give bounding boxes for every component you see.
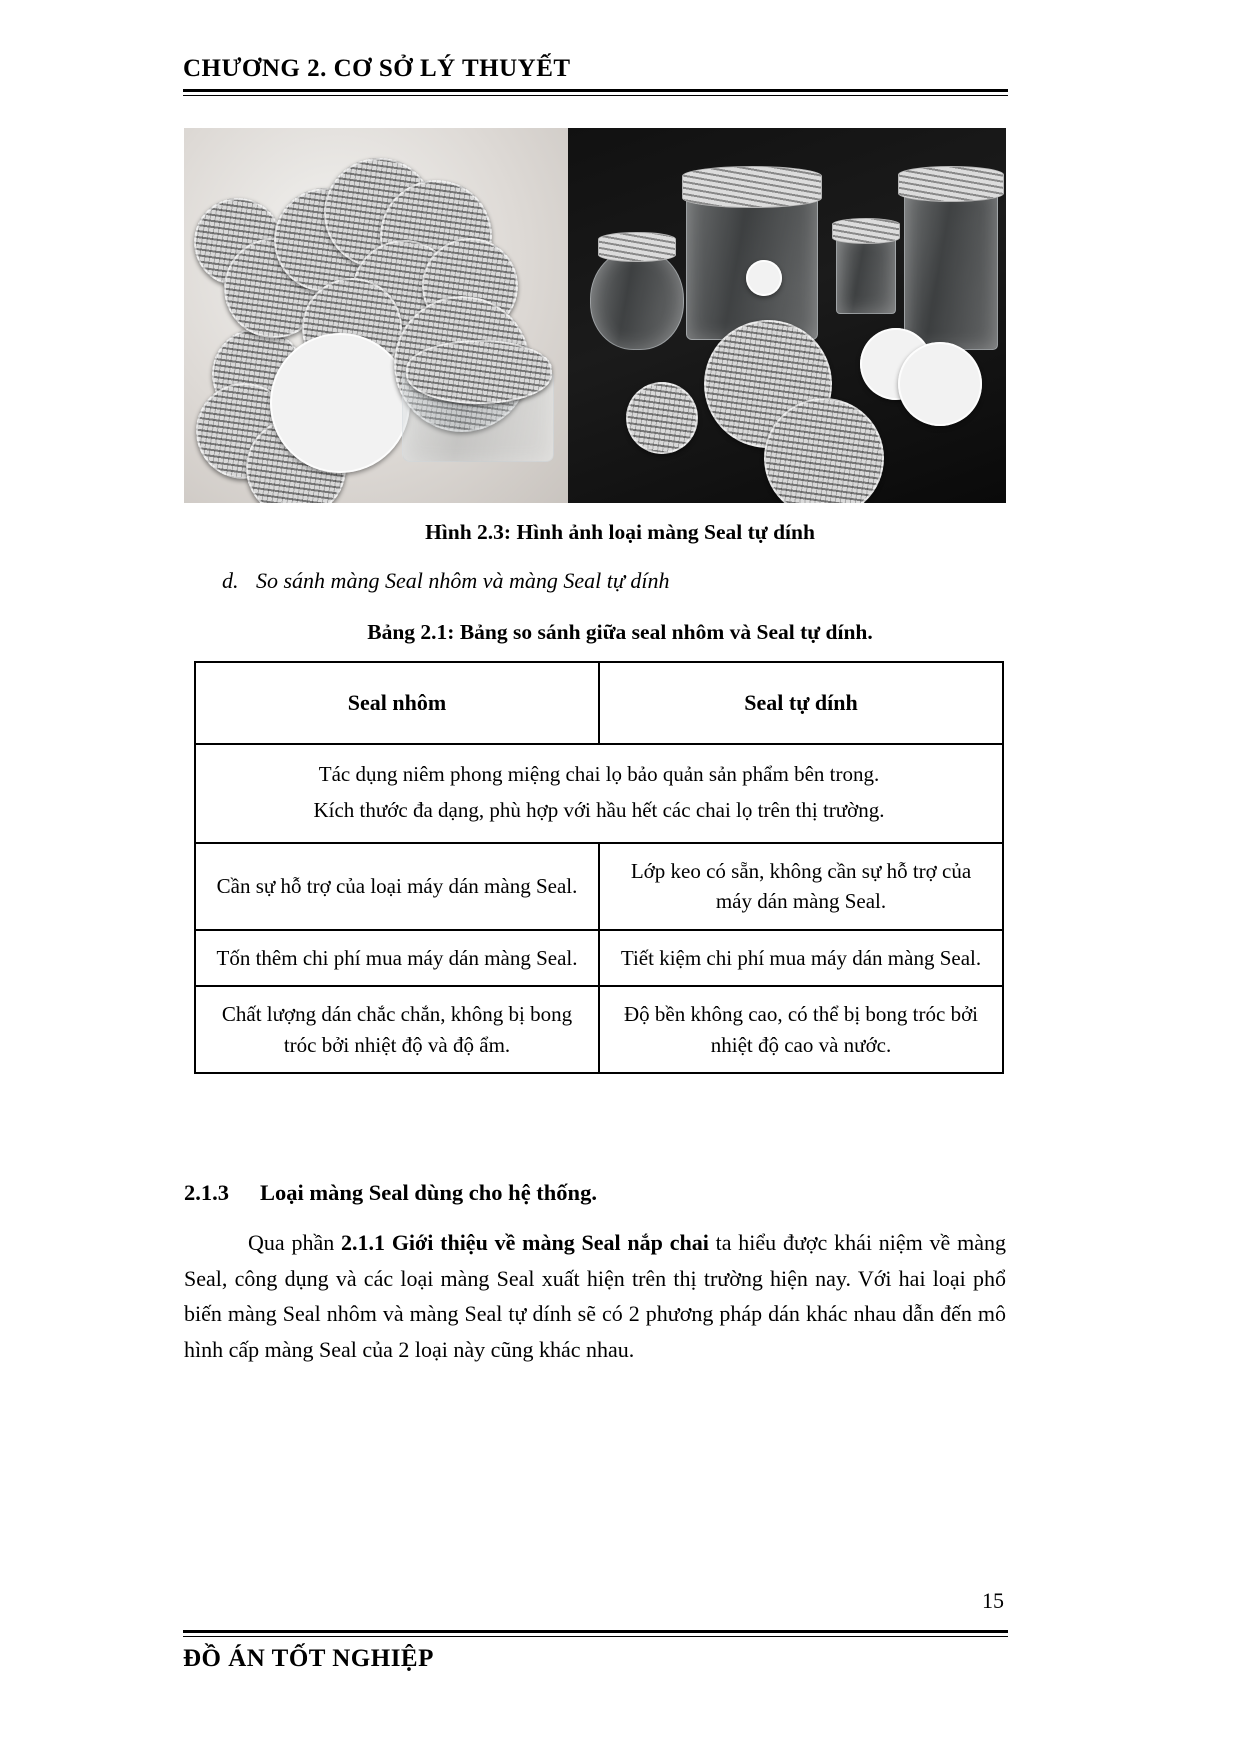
- comparison-table: [194, 661, 1004, 1074]
- figure-2-3: [184, 128, 1006, 503]
- footer-title: ĐỒ ÁN TỐT NGHIỆP: [183, 1645, 434, 1672]
- paragraph-part-2: ta hiểu được khái niệm về màng Seal, công dụng và các loại màng Seal xuất hiện trên thị trường hiện nay. Với hai loại phổ biến màng Seal nhôm và màng Seal tự dính sẽ có 2 phương pháp dán khác nhau dẫn đến mô hình cấp màng Seal của 2 loại này cũng khác nhau.: [184, 1230, 1006, 1362]
- item-label: So sánh màng Seal nhôm và màng Seal tự dính: [256, 568, 670, 593]
- page-number: 15: [982, 1588, 1004, 1613]
- table-row: [195, 843, 1003, 930]
- section-heading: [184, 1180, 597, 1206]
- common-line-2: Kích thước đa dạng, phù hợp với hầu hết các chai lọ trên thị trường.: [313, 798, 885, 823]
- subsection-item-d: [222, 568, 669, 594]
- table-cell-right: Tiết kiệm chi phí mua máy dán màng Seal.: [599, 930, 1003, 986]
- table-cell-left: Cần sự hỗ trợ của loại máy dán màng Seal.: [195, 843, 599, 930]
- table-cell-left: Chất lượng dán chắc chắn, không bị bong tróc bởi nhiệt độ và độ ẩm.: [195, 986, 599, 1073]
- section-paragraph: [184, 1225, 1006, 1368]
- section-title: Loại màng Seal dùng cho hệ thống.: [260, 1180, 597, 1205]
- figure-left-photo: [184, 128, 568, 503]
- table-header-selfadhesive: Seal tự dính: [599, 662, 1003, 744]
- page-header: [183, 55, 1008, 96]
- footer-divider: [183, 1630, 1008, 1637]
- table-row: [195, 986, 1003, 1073]
- table-caption: Bảng 2.1: Bảng so sánh giữa seal nhôm và Seal tự dính.: [367, 620, 873, 644]
- paragraph-bold-ref: 2.1.1 Giới thiệu về màng Seal nắp chai: [341, 1230, 709, 1255]
- table-cell-common: [195, 744, 1003, 843]
- figure-caption: Hình 2.3: Hình ảnh loại màng Seal tự dính: [425, 520, 815, 544]
- table-cell-left: Tốn thêm chi phí mua máy dán màng Seal.: [195, 930, 599, 986]
- table-row: [195, 930, 1003, 986]
- table-row: [195, 744, 1003, 843]
- header-divider: [183, 89, 1008, 96]
- section-number: 2.1.3: [184, 1180, 229, 1205]
- item-marker: d.: [222, 568, 239, 593]
- chapter-title: CHƯƠNG 2. CƠ SỞ LÝ THUYẾT: [183, 55, 571, 82]
- figure-right-photo: [568, 128, 1006, 503]
- common-line-1: Tác dụng niêm phong miệng chai lọ bảo quản sản phẩm bên trong.: [318, 762, 880, 786]
- table-cell-right: Lớp keo có sẵn, không cần sự hỗ trợ của máy dán màng Seal.: [599, 843, 1003, 930]
- table-header-aluminum: Seal nhôm: [195, 662, 599, 744]
- table-cell-right: Độ bền không cao, có thể bị bong tróc bởi nhiệt độ cao và nước.: [599, 986, 1003, 1073]
- paragraph-part-1: Qua phần: [248, 1230, 342, 1255]
- table-header-row: [195, 662, 1003, 744]
